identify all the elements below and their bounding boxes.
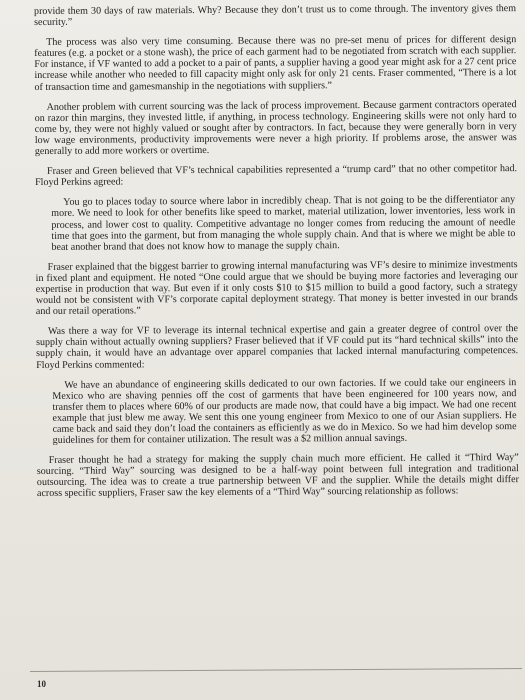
page-number: 10 — [37, 679, 46, 689]
paragraph-process-improvement: Another problem with current sourcing was the lack of process improvement. Because garment contractors operated on razor thin margins, they invested little, if anything, in process technology. Engineering skills were not only hard to come by, they were not highly valued or sought after by contractors. In fact, because they were generally born in very low wage environments, productivity improvements were never a high priority. If problems arose, the answer was generally to add more workers or overtime. — [34, 98, 517, 158]
paragraph-process-time: The process was also very time consuming. Because there was no pre-set menu of prices for different design features (e.g. a pocket or a stone wash), the price of each garment had to be negotiated from scratch with each supplier. For instance, if VF wanted to add a pocket to a pair of pants, a supplier having a good year might ask for a 27 cent price increase while another who needed to fill capacity might only ask for only 21 cents. Fraser commented, “There is a lot of transaction time and gamesmanship in the negotiations with suppliers.” — [34, 34, 517, 93]
paragraph-raw-materials: provide them 30 days of raw materials. Why? Because they don’t trust us to come through. The inventory gives them security.” — [34, 3, 517, 29]
paragraph-internal-manufacturing: Fraser explained that the biggest barrier to growing internal manufacturing was VF’s desire to minimize investments in fixed plant and equipment. He noted “One could argue that we should be buying more factories and leveraging our expertise in production that way. But even if it only costs $10 to $15 million to build a good factory, such a strategy would not be consistent with VF’s corporate capital deployment strategy. That money is better invested in our brands and our retail operations.” — [35, 258, 518, 318]
paragraph-third-way: Fraser thought he had a strategy for making the supply chain much more efficient. He called it “Third Way” sourcing. “Third Way” sourcing was designed to be a half-way point between full integration and traditional outsourcing. The idea was to create a true partnership between VF and the supplier. While the details might differ across specific suppliers, Fraser saw the key elements of a “Third Way” sourcing relationship as follows: — [36, 452, 519, 500]
paragraph-trump-card: Fraser and Green believed that VF’s technical capabilities represented a “trump card” that no other competitor had. Floyd Perkins agreed: — [35, 163, 518, 189]
footer-divider — [30, 668, 522, 672]
paragraph-leverage-expertise: Was there a way for VF to leverage its internal technical expertise and gain a greater degree of control over the supply chain without actually owning suppliers? Fraser believed that if VF could put its “hard technical skills” into the supply chain, it would have an advantage over apparel companies that lacked internal manufacturing competences. Floyd Perkins commented: — [36, 323, 519, 371]
body-text — [34, 3, 519, 508]
quote-perkins-places-today: You go to places today to source where labor in incredibly cheap. That is not going to be the differentiator any more. We need to look for other benefits like speed to market, material utilization, lower inventories, less work in process, and lower cost to quality. Competitive advantage no longer comes from reducing the amount of needle time that goes into the garment, but from managing the whole supply chain. And that is where we might be able to beat another brand that does not know how to manage the supply chain. — [51, 194, 516, 253]
quote-perkins-engineering-skills: We have an abundance of engineering skills dedicated to our own factories. If we could take our engineers in Mexico who are shaving pennies off the cost of garments that have been engineered for 100 years now, and transfer them to places where 60% of our products are made now, that could have a big impact. We had one recent example that just blew me away. We sent this one young engineer from Mexico to one of our Asian suppliers. He came back and said they don’t load the containers as efficiently as we do in Mexico. So we had him develop some guidelines for them for container utilization. The result was a $2 million annual savings. — [52, 376, 517, 446]
